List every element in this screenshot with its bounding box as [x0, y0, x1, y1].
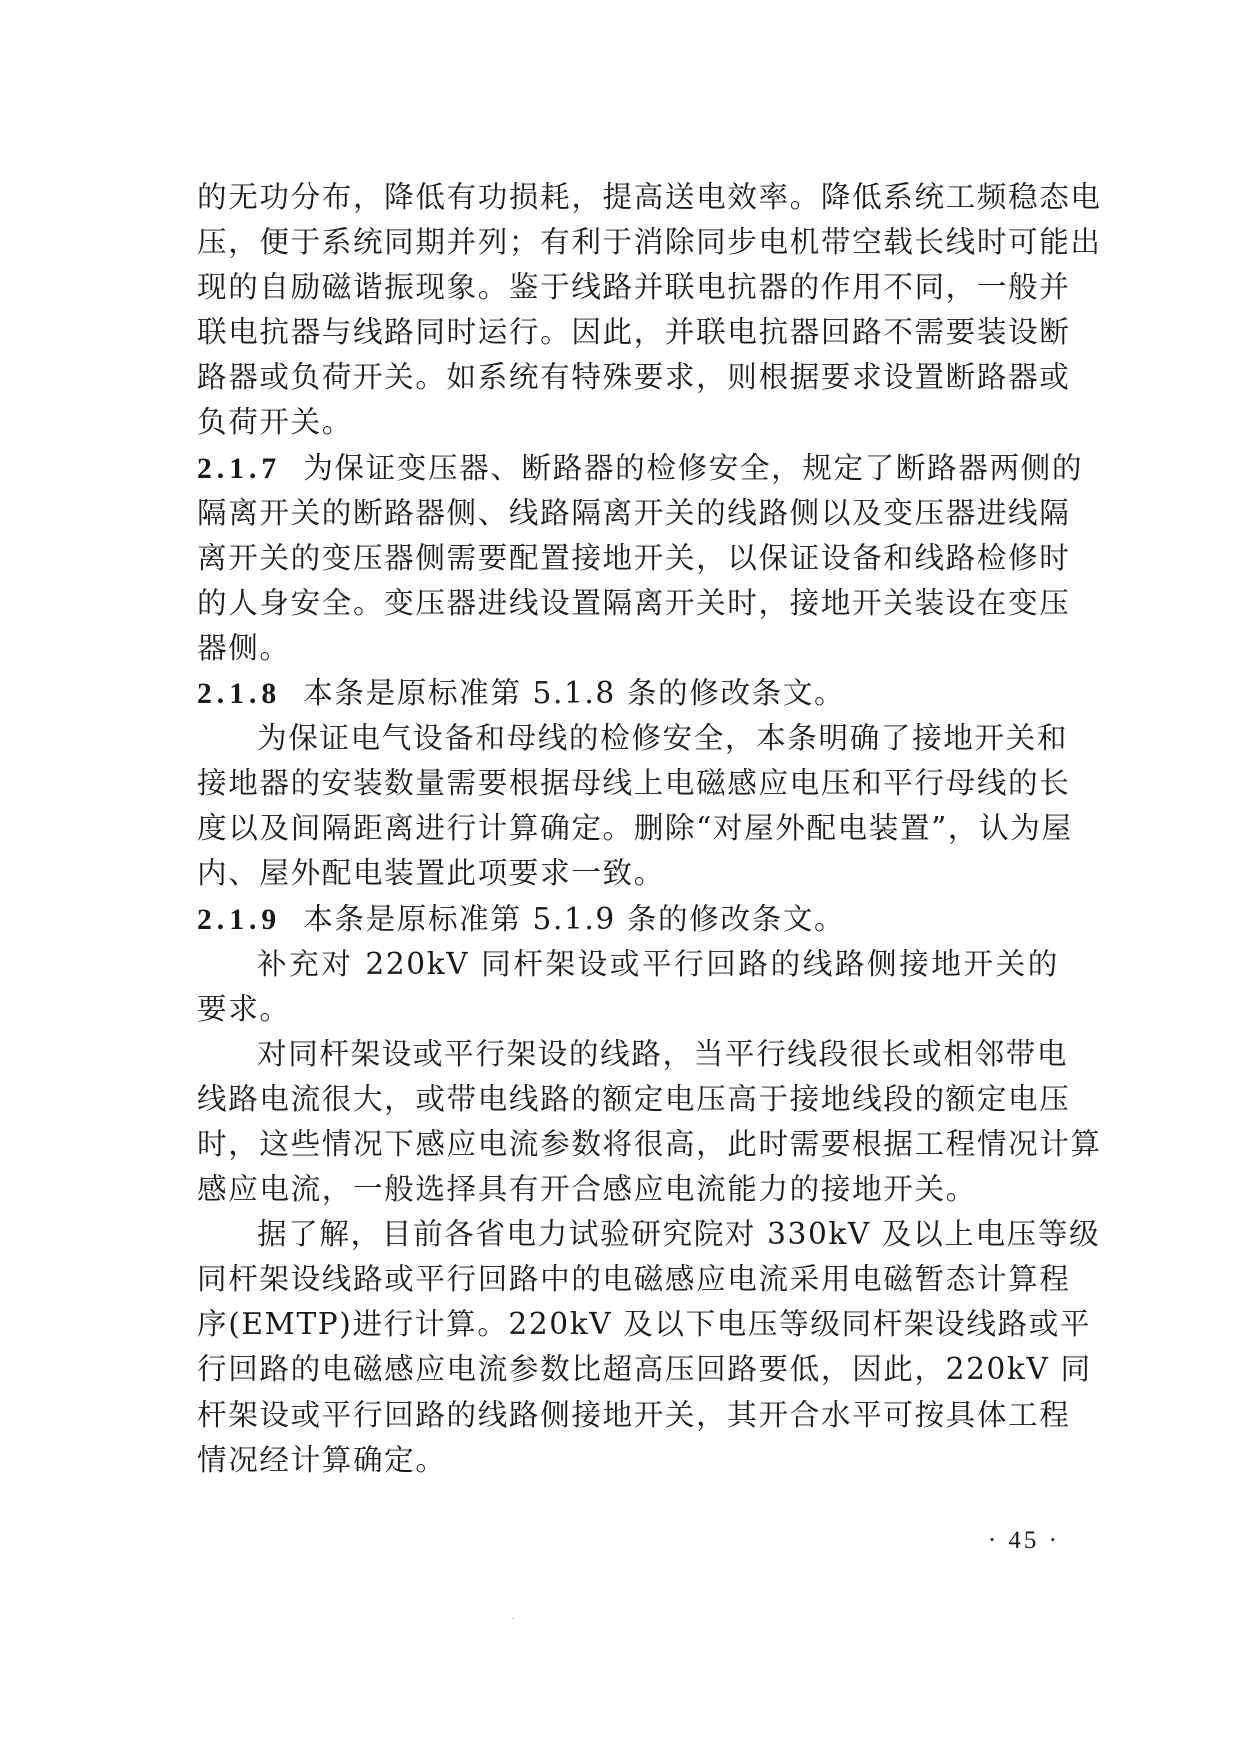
text-line	[197, 942, 1059, 987]
text-line	[197, 1032, 1069, 1077]
text-line	[197, 1122, 1102, 1167]
clause-number: 2.1.8	[197, 678, 282, 711]
text-line	[197, 626, 1059, 671]
page-number: · 45 ·	[987, 1527, 1060, 1554]
line-text: 行回路的电磁感应电流参数比超高压回路要低，因此，220kV 同	[197, 1352, 1092, 1387]
line-text: 的无功分布，降低有功损耗，提高送电效率。降低系统工频稳态电	[197, 180, 1102, 214]
clause-paragraph	[197, 897, 1059, 942]
line-text: 感应电流，一般选择具有开合感应电流能力的接地开关。	[197, 1172, 977, 1207]
clause-number: 2.1.7	[197, 452, 282, 485]
text-line	[197, 671, 1059, 716]
line-text: 据了解，目前各省电力试验研究院对 330kV 及以上电压等级	[257, 1217, 1101, 1252]
text-line	[197, 220, 1102, 265]
body-paragraph	[197, 1032, 1102, 1212]
clause-paragraph	[197, 671, 1059, 716]
text-line	[197, 897, 1059, 942]
line-text: 现的自励磁谐振现象。鉴于线路并联电抗器的作用不同，一般并	[197, 270, 1071, 305]
text-line	[197, 536, 1071, 581]
text-line	[197, 581, 1071, 626]
clause-paragraph	[197, 446, 1084, 671]
line-text: 本条是原标准第 5.1.9 条的修改条文。	[303, 901, 846, 936]
line-text: 要求。	[197, 991, 291, 1026]
text-line	[197, 1393, 1071, 1438]
text-line	[197, 806, 1073, 851]
text-line	[197, 1438, 1059, 1483]
line-text: 负荷开关。	[197, 405, 353, 440]
text-line	[197, 355, 1071, 400]
line-text: 离开关的变压器侧需要配置接地开关，以保证设备和线路检修时	[197, 540, 1071, 575]
line-text: 对同杆架设或平行架设的线路，当平行线段很长或相邻带电	[257, 1036, 1069, 1071]
line-text: 为保证电气设备和母线的检修安全，本条明确了接地开关和	[257, 721, 1069, 756]
body-paragraph	[197, 716, 1073, 896]
line-text: 路器或负荷开关。如系统有特殊要求，则根据要求设置断路器或	[197, 360, 1071, 395]
line-text: 内、屋外配电装置此项要求一致。	[197, 856, 665, 891]
line-text: 本条是原标准第 5.1.8 条的修改条文。	[303, 676, 846, 711]
body-text	[197, 175, 1102, 1483]
text-line	[197, 1077, 1071, 1122]
line-text: 情况经计算确定。	[197, 1442, 447, 1477]
scan-artifact	[512, 1617, 514, 1619]
line-text: 序(EMTP)进行计算。220kV 及以下电压等级同杆架设线路或平	[197, 1307, 1092, 1342]
line-text: 隔离开关的断路器侧、线路隔离开关的线路侧以及变压器进线隔	[197, 495, 1071, 530]
line-text: 联电抗器与线路同时运行。因此，并联电抗器回路不需要装设断	[197, 315, 1071, 350]
line-text: 压，便于系统同期并列；有利于消除同步电机带空载长线时可能出	[197, 225, 1102, 260]
text-line	[197, 851, 1059, 896]
body-paragraph	[197, 175, 1102, 446]
line-text: 度以及间隔距离进行计算确定。删除“对屋外配电装置”，认为屋	[197, 811, 1073, 846]
line-text: 的人身安全。变压器进线设置隔离开关时，接地开关装设在变压	[197, 585, 1071, 620]
text-line	[197, 310, 1071, 355]
text-line	[197, 1167, 1059, 1212]
line-text: 杆架设或平行回路的线路侧接地开关，其开合水平可按具体工程	[197, 1397, 1071, 1432]
text-line	[197, 1347, 1092, 1392]
text-line	[197, 175, 1102, 220]
text-line	[197, 446, 1084, 491]
body-paragraph	[197, 942, 1059, 1032]
text-line	[197, 400, 1059, 445]
line-text: 器侧。	[197, 630, 291, 665]
line-text: 线路电流很大，或带电线路的额定电压高于接地线段的额定电压	[197, 1081, 1071, 1116]
line-text: 接地器的安装数量需要根据母线上电磁感应电压和平行母线的长	[197, 766, 1071, 801]
text-line	[197, 491, 1071, 536]
text-line	[197, 1212, 1101, 1257]
text-line	[197, 987, 1059, 1032]
text-line	[197, 1302, 1092, 1347]
clause-number: 2.1.9	[197, 903, 282, 936]
line-text: 时，这些情况下感应电流参数将很高，此时需要根据工程情况计算	[197, 1126, 1102, 1161]
line-text: 同杆架设线路或平行回路中的电磁感应电流采用电磁暂态计算程	[197, 1262, 1071, 1297]
body-paragraph	[197, 1212, 1101, 1483]
text-line	[197, 1257, 1071, 1302]
text-line	[197, 265, 1071, 310]
text-line	[197, 716, 1069, 761]
line-text: 补充对 220kV 同杆架设或平行回路的线路侧接地开关的	[257, 946, 1059, 981]
line-text: 为保证变压器、断路器的检修安全，规定了断路器两侧的	[303, 450, 1084, 485]
text-line	[197, 761, 1071, 806]
